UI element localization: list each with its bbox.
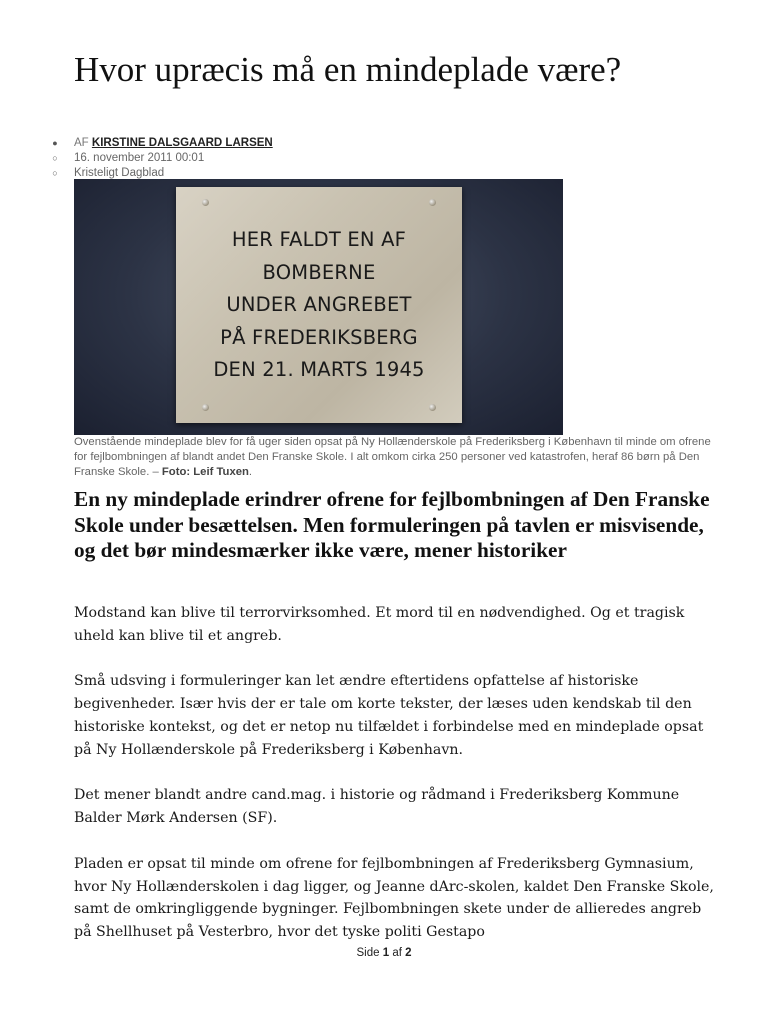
article-body	[74, 602, 714, 967]
byline	[48, 136, 608, 151]
page-label: Side	[356, 947, 380, 959]
plaque-line: BOMBERNE	[262, 260, 376, 284]
plaque-line: DEN 21. MARTS 1945	[213, 358, 425, 381]
plaque-screw	[202, 199, 209, 206]
article-meta	[48, 136, 608, 181]
plaque-screw	[202, 404, 209, 411]
article-lede: En ny mindeplade erindrer ofrene for fejlbombningen af Den Franske Skole under besættelsen. Men formuleringen på tavlen er misvisende, og det bør mindesmærker ikke være, mener historiker	[74, 487, 710, 562]
plaque-line: HER FALDT EN AF	[231, 228, 407, 251]
plaque-line: PÅ FREDERIKSBERG	[220, 325, 418, 349]
photo-caption	[74, 435, 714, 480]
publication-source: Kristeligt Dagblad	[74, 167, 165, 179]
author-link[interactable]: KIRSTINE DALSGAARD LARSEN	[91, 137, 273, 149]
caption-end: .	[248, 466, 253, 478]
current-page: 1	[382, 947, 390, 959]
plaque-screw	[429, 199, 436, 206]
photo-credit: Foto: Leif Tuxen	[161, 466, 249, 478]
byline-prefix: AF	[74, 137, 89, 149]
filled-bullet-icon: ●	[52, 138, 58, 148]
body-paragraph: Små udsving i formuleringer kan let ændre eftertidens opfattelse af historiske begivenheder. Især hvis der er tale om korte tekster, der læses uden kendskab til den historiske kontekst, og det er netop nu tilfældet i forbindelse med en mindeplade opsat på Ny Hollænderskole på Frederiksberg i København.	[74, 673, 704, 758]
caption-text: Ovenstående mindeplade blev for få uger siden opsat på Ny Hollænderskole på Frederiksberg i København til minde om ofrene for fejlbombningen af blandt andet Den Franske Skole. I alt omkom cirka 250 personer ved katastrofen, heraf 86 børn på Den Franske Skole. –	[74, 436, 711, 478]
article-photo	[74, 179, 563, 435]
plaque-inscription	[176, 224, 462, 387]
date-row	[48, 151, 608, 166]
article-title: Hvor upræcis må en mindeplade være?	[74, 50, 622, 89]
hollow-bullet-icon: ○	[52, 168, 58, 178]
memorial-plaque	[176, 187, 462, 423]
total-pages: 2	[405, 947, 412, 959]
page-separator: af	[392, 947, 402, 959]
body-paragraph: Pladen er opsat til minde om ofrene for fejlbombningen af Frederiksberg Gymnasium, hvor Ny Hollænderskolen i dag ligger, og Jeanne dArc-skolen, kaldet Den Franske Skole, samt de omkringliggende bygninger. Fejlbombningen skete under de allieredes angreb på Shellhuset på Vesterbro, hvor det tyske politi Gestapo	[74, 855, 714, 941]
hollow-bullet-icon: ○	[52, 153, 58, 163]
publish-date: 16. november 2011 00:01	[74, 152, 205, 164]
page-footer	[0, 947, 768, 959]
plaque-line: UNDER ANGREBET	[226, 293, 412, 316]
body-paragraph: Det mener blandt andre cand.mag. i historie og rådmand i Frederiksberg Kommune Balder Mørk Andersen (SF).	[74, 787, 680, 827]
body-paragraph: Modstand kan blive til terrorvirksomhed. Et mord til en nødvendighed. Og et tragisk uheld kan blive til et angreb.	[74, 605, 685, 644]
plaque-screw	[429, 404, 436, 411]
